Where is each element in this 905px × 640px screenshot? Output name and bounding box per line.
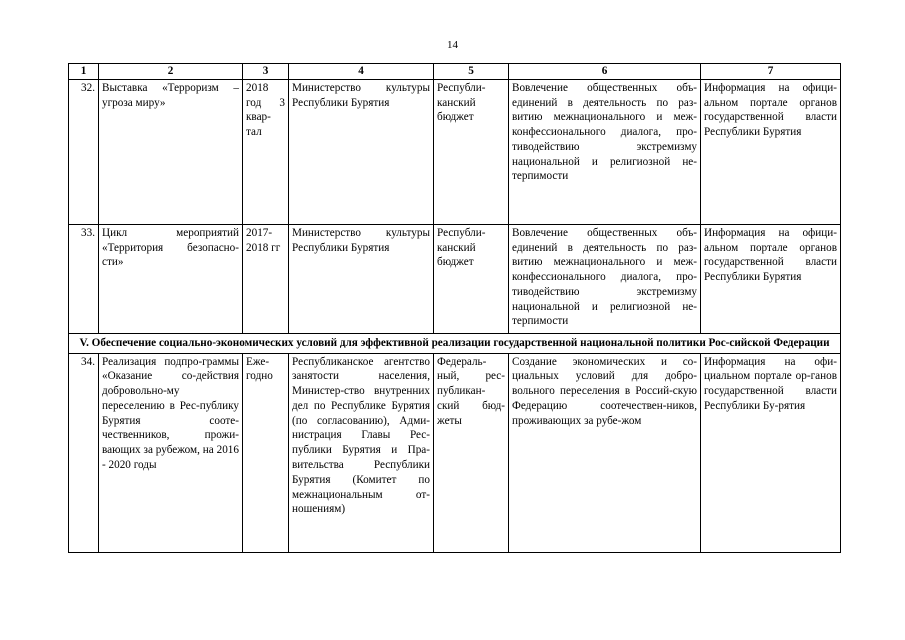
- row-number: 33.: [69, 224, 99, 333]
- row-number: 34.: [69, 353, 99, 552]
- event-term: Еже-годно: [243, 353, 289, 552]
- column-header: 6: [509, 64, 701, 80]
- section-row: [69, 333, 841, 353]
- event-funding: Республи-канский бюджет: [434, 79, 509, 224]
- table-row: [69, 353, 841, 552]
- event-executor: Министерство культуры Республики Бурятия: [289, 79, 434, 224]
- event-info: Информация на офи-циальном портале ор-ганов государственной власти Республики Бу-рятия: [701, 353, 841, 552]
- event-info: Информация на офици-альном портале органов государственной власти Республики Бурятия: [701, 79, 841, 224]
- section-heading: V. Обеспечение социально-экономических условий для эффективной реализации государственной национальной политики Рос-сийской Федерации: [69, 333, 841, 353]
- event-result: Создание экономических и со-циальных условий для добро-вольного переселения в Россий-скую Федерацию соотечествен-ников, проживающих за рубе-жом: [509, 353, 701, 552]
- event-name: Цикл мероприятий «Территория безопасно-сти»: [99, 224, 243, 333]
- column-header: 2: [99, 64, 243, 80]
- event-funding: Федераль-ный, рес-публикан-ский бюд-жеты: [434, 353, 509, 552]
- event-funding: Республи-канский бюджет: [434, 224, 509, 333]
- events-table: [68, 63, 841, 553]
- event-term: 2018 год 3 квар-тал: [243, 79, 289, 224]
- column-header: 1: [69, 64, 99, 80]
- event-term: 2017-2018 гг: [243, 224, 289, 333]
- column-header: 7: [701, 64, 841, 80]
- column-header: 3: [243, 64, 289, 80]
- column-header: 4: [289, 64, 434, 80]
- event-name: Реализация подпро-граммы «Оказание со-действия добровольно-му переселению в Рес-публику Бурятия соотe-чественников, прожи-вающих за рубежом, на 2016 - 2020 годы: [99, 353, 243, 552]
- column-header: 5: [434, 64, 509, 80]
- table-row: [69, 79, 841, 224]
- header-row: [69, 64, 841, 80]
- event-executor: Республиканское агентство занятости населения, Министер-ство внутренних дел по Республике Бурятия (по согласованию), Адми-нистрация Главы Рес-публики Бурятия и Пра-вительства Республики Бурятия (Комитет по межнациональным от-ношениям): [289, 353, 434, 552]
- table-row: [69, 224, 841, 333]
- event-result: Вовлечение общественных объ-единений в деятельность по раз-витию межнационального и меж-конфессионального диалога, про-тиводействию экстремизму национальной и религиозной не-терпимости: [509, 224, 701, 333]
- row-number: 32.: [69, 79, 99, 224]
- event-info: Информация на офици-альном портале органов государственной власти Республики Бурятия: [701, 224, 841, 333]
- event-executor: Министерство культуры Республики Бурятия: [289, 224, 434, 333]
- event-result: Вовлечение общественных объ-единений в деятельность по раз-витию межнационального и меж-конфессионального диалога, про-тиводействию экстремизму национальной и религиозной не-терпимости: [509, 79, 701, 224]
- event-name: Выставка «Терроризм – угроза миру»: [99, 79, 243, 224]
- page-number: 14: [447, 39, 458, 51]
